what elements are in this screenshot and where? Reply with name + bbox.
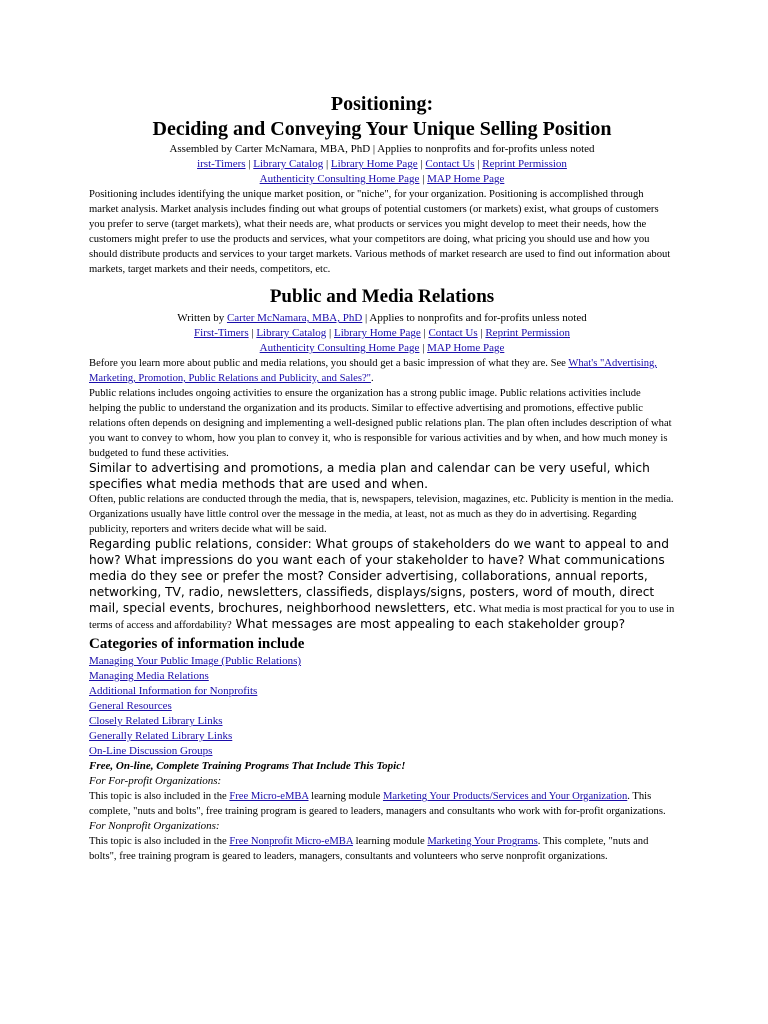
marketing-programs-link[interactable]: Marketing Your Programs [427, 836, 538, 847]
nonprofit-micro-emba-link[interactable]: Free Nonprofit Micro-eMBA [229, 836, 353, 847]
pr-meta [89, 311, 675, 326]
pr-intro-text: Before you learn more about public and media relations, you should get a basic impression of what they are. See [89, 358, 569, 369]
nonprofit-text-3: . This complete, "nuts and bolts", free training program is geared to leaders, managers, consultants and volunteers who serve nonprofit organizations. [89, 836, 649, 862]
nav-link-reprint-permission[interactable]: Reprint Permission [482, 158, 567, 170]
training-heading: Free, On-line, Complete Training Programs That Include This Topic! [89, 760, 406, 772]
nav-link-map-home[interactable]: MAP Home Page [427, 342, 505, 354]
pr-title: Public and Media Relations [269, 286, 495, 307]
category-link-general-resources[interactable]: General Resources [89, 700, 172, 712]
nav-link-library-home[interactable]: Library Home Page [330, 158, 418, 170]
nav-link-authenticity-home[interactable]: Authenticity Consulting Home Page [259, 342, 420, 354]
forprofit-text-3: . This complete, "nuts and bolts", free training program is geared to leaders, managers and consultants who work with for-profit organizations. [89, 791, 666, 817]
positioning-nav-primary: irst-Timers | Library Catalog | Library Home Page | Contact Us | Reprint Permission [197, 158, 567, 170]
pr-nav-primary: First-Timers | Library Catalog | Library Home Page | Contact Us | Reprint Permission [194, 327, 570, 339]
pr-paragraph-1: Public relations includes ongoing activities to ensure the organization has a strong public image. Public relations activities include helping the public to understand the organization and its products. Similar to effective advertising and promotions, effective public relations often depends on designing and implementing a well-designed public relations plan. The plan often includes description of what you want to convey to whom, how you plan to convey it, who is responsible for various activities and by when, and how much money is budgeted to fund these activities. [89, 388, 672, 459]
pr-nav-secondary: Authenticity Consulting Home Page | MAP Home Page [259, 342, 505, 354]
pr-paragraph-2: Often, public relations are conducted through the media, that is, newspapers, television, magazines, etc. Publicity is mention in the media. Organizations usually have little control over the message in the media, at least, not as much as they do in advertising. Regarding publicity, reporters and writers decide what will be said. [89, 494, 674, 535]
nav-link-contact-us[interactable]: Contact Us [428, 327, 478, 339]
micro-emba-link[interactable]: Free Micro-eMBA [229, 791, 309, 802]
forprofit-text-1: This topic is also included in the [89, 791, 230, 802]
nav-link-first-timers[interactable]: irst-Timers [197, 158, 246, 170]
nav-link-authenticity-home[interactable]: Authenticity Consulting Home Page [259, 173, 420, 185]
pr-header [89, 285, 675, 356]
nav-link-library-home[interactable]: Library Home Page [333, 327, 421, 339]
pr-intro [89, 356, 675, 386]
document-page [89, 92, 675, 864]
category-link-nonprofits[interactable]: Additional Information for Nonprofits [89, 685, 258, 697]
positioning-paragraph: Positioning includes identifying the unique market position, or "niche", for your organization. Positioning is accomplished through market analysis. Market analysis includes finding out what groups of potential customers (or markets) exist, what groups of customers you prefer to serve (target markets), what their needs are, what products or services you might develop to meet their needs, how the customers might prefer to use the products and services, what your competitors are doing, what pricing you should use and how you should distribute products and services to your target markets. Various methods of market research are used to find out information about markets, target markets and their needs, competitors, etc. [89, 189, 671, 275]
category-link-generally-related[interactable]: Generally Related Library Links [89, 730, 233, 742]
author-link[interactable]: Carter McNamara, MBA, PhD [226, 312, 363, 324]
categories-list [89, 654, 675, 759]
pr-meta-prefix: Written by [177, 312, 227, 324]
nav-link-library-catalog[interactable]: Library Catalog [256, 327, 327, 339]
category-link-public-image[interactable]: Managing Your Public Image (Public Relations) [89, 655, 302, 667]
category-link-closely-related[interactable]: Closely Related Library Links [89, 715, 223, 727]
pr-paragraph-3a: Regarding public relations, consider: What groups of stakeholders do we want to appeal to and how? What impressions do you want each of your stakeholder to have? What communications media do they see or prefer the most? Consider advertising, collaborations, annual reports, networking, TV, radio, newsletters, classifieds, displays/signs, posters, word of mouth, direct mail, special events, brochures, neighborhood newsletters, etc. [89, 537, 670, 615]
category-link-discussion-groups[interactable]: On-Line Discussion Groups [89, 745, 213, 757]
positioning-title-line1: Positioning: [330, 93, 434, 115]
forprofit-text-2: learning module [308, 791, 383, 802]
nonprofit-text-1: This topic is also included in the [89, 836, 230, 847]
pr-paragraph-3 [89, 537, 675, 633]
nav-link-map-home[interactable]: MAP Home Page [427, 173, 505, 185]
forprofit-label: For For-profit Organizations: [89, 775, 222, 787]
pr-paragraph-3b: What media is most practical for you to use in terms of access and affordability? [89, 604, 675, 631]
nav-link-reprint-permission[interactable]: Reprint Permission [485, 327, 570, 339]
positioning-header [89, 92, 675, 187]
positioning-title-line2: Deciding and Conveying Your Unique Selling Position [152, 118, 612, 140]
nonprofit-paragraph [89, 834, 675, 864]
categories-heading: Categories of information include [89, 636, 305, 652]
positioning-meta: Assembled by Carter McNamara, MBA, PhD | Applies to nonprofits and for-profits unless noted [169, 143, 595, 155]
pr-paragraph-3c: What messages are most appealing to each stakeholder group? [231, 617, 626, 631]
category-link-media-relations[interactable]: Managing Media Relations [89, 670, 209, 682]
nav-link-library-catalog[interactable]: Library Catalog [253, 158, 324, 170]
nav-link-first-timers[interactable]: First-Timers [194, 327, 249, 339]
pr-meta-suffix: | Applies to nonprofits and for-profits unless noted [362, 312, 587, 324]
nonprofit-label: For Nonprofit Organizations: [89, 820, 220, 832]
pr-paragraph-media-plan: Similar to advertising and promotions, a media plan and calendar can be very useful, which specifies what media methods that are used and when. [89, 461, 650, 491]
forprofit-paragraph [89, 789, 675, 819]
nav-link-contact-us[interactable]: Contact Us [425, 158, 475, 170]
nonprofit-text-2: learning module [352, 836, 428, 847]
definitions-link[interactable]: What's "Advertising, Marketing, Promotion, Public Relations and Publicity, and Sales?" [89, 358, 657, 384]
positioning-nav-secondary: Authenticity Consulting Home Page | MAP Home Page [259, 173, 505, 185]
marketing-module-link[interactable]: Marketing Your Products/Services and Your Organization [382, 791, 628, 802]
pr-intro-end: . [371, 373, 374, 384]
